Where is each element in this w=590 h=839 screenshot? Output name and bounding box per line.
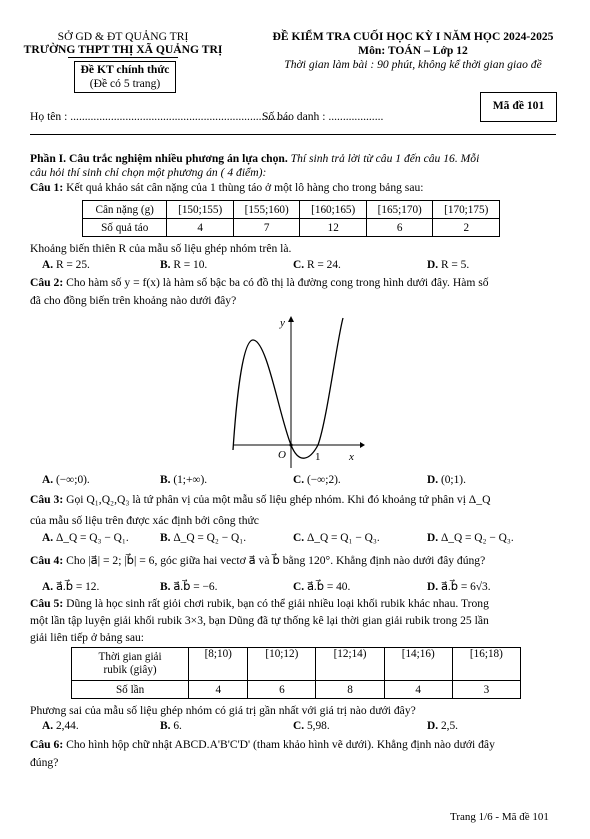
option-label: A. — [42, 259, 54, 271]
option-text: 2,5. — [440, 720, 459, 732]
q3-option-d — [427, 532, 514, 544]
option-text: 6. — [173, 720, 182, 732]
pages-label: (Đề có 5 trang) — [89, 77, 161, 90]
q5-stem-2: một lần tập luyện giải khối rubik 3×3, bạn Dũng đã tự thống kê lại thời gian giải rubik trong 25 lần — [30, 614, 489, 627]
q2-stem-2: đã cho đồng biến trên khoảng nào dưới đây? — [30, 294, 237, 307]
x-axis-arrow — [360, 442, 365, 448]
table-cell: 3 — [452, 681, 520, 699]
q4-stem — [30, 554, 485, 567]
school-underline — [68, 57, 178, 58]
q3-stem — [30, 493, 490, 506]
table-cell: [150;155) — [167, 201, 234, 219]
table-cell: 6 — [366, 219, 433, 237]
exam-title: ĐỀ KIỂM TRA CUỐI HỌC KỲ I NĂM HỌC 2024-2025 — [272, 30, 554, 43]
option-label: A. — [42, 474, 54, 486]
table-cell: [155;160) — [233, 201, 300, 219]
q1-option-d — [427, 259, 469, 271]
table-cell: 4 — [167, 219, 234, 237]
q1-text: Kết quả khảo sát cân nặng của 1 thùng táo ở một lô hàng cho trong bảng sau: — [63, 181, 424, 194]
q5-option-a — [42, 720, 79, 732]
origin-point — [289, 443, 292, 446]
option-text: R = 24. — [306, 259, 341, 271]
table-head-line: rubik (giây) — [103, 664, 157, 676]
cubic-curve — [233, 318, 343, 458]
table-cell: Số lần — [72, 681, 189, 699]
table-cell: 12 — [300, 219, 367, 237]
q2-stem — [30, 276, 489, 289]
table-cell: 4 — [384, 681, 452, 699]
part1-heading — [30, 152, 479, 165]
q6-label: Câu 6: — [30, 738, 64, 751]
q5-stem-3: giải liên tiếp ở bảng sau: — [30, 631, 144, 644]
q2-option-a — [42, 474, 90, 486]
q6-stem-2: đúng? — [30, 756, 59, 769]
option-text: a⃗.b⃗ = −6. — [173, 581, 218, 593]
option-text: Δ_Q = Q₂ − Q₁. — [173, 532, 247, 544]
q4-option-d — [427, 579, 491, 593]
y-axis-label: y — [280, 317, 285, 329]
table-cell: 7 — [233, 219, 300, 237]
q4-label: Câu 4: — [30, 554, 64, 567]
option-text: a⃗.b⃗ = 40. — [306, 581, 351, 593]
option-label: A. — [42, 532, 54, 544]
table-row — [83, 219, 500, 237]
q6-text: Cho hình hộp chữ nhật ABCD.A'B'C'D' (tham khảo hình vẽ dưới). Khẳng định nào dưới đây — [63, 738, 495, 751]
table-cell: Số quả táo — [83, 219, 167, 237]
exam-code: Mã đề 101 — [492, 99, 545, 112]
option-label: A. — [42, 581, 54, 593]
q3-label: Câu 3: — [30, 493, 64, 506]
q5-question: Phương sai của mẫu số liệu ghép nhóm có giá trị gần nhất với giá trị nào dưới đây? — [30, 704, 416, 717]
q3-text: Gọi Q₁,Q₂,Q₃ là tứ phân vị của một mẫu số liệu ghép nhóm. Khi đó khoảng tứ phân vị Δ_Q — [63, 493, 491, 506]
q5-label: Câu 5: — [30, 597, 64, 610]
table-row — [72, 648, 521, 681]
q4-option-b — [160, 579, 217, 593]
header-divider — [30, 134, 556, 135]
option-label: D. — [427, 259, 439, 271]
q5-text: Dũng là học sinh rất giỏi chơi rubik, bạn có thể giải nhiều loại khối rubik khác nhau. Trong — [63, 597, 489, 610]
q1-stem — [30, 181, 423, 194]
table-row — [72, 681, 521, 699]
table-row — [83, 201, 500, 219]
option-text: a⃗.b⃗ = 12. — [55, 581, 100, 593]
table-cell: [160;165) — [300, 201, 367, 219]
x-axis-label: x — [349, 451, 354, 463]
option-label: D. — [427, 532, 439, 544]
q4-option-c — [293, 579, 350, 593]
option-label: A. — [42, 720, 54, 732]
table-head-line: Thời gian giải — [98, 650, 162, 663]
school-name: TRƯỜNG THPT THỊ XÃ QUẢNG TRỊ — [23, 43, 223, 56]
q5-table — [71, 647, 521, 699]
table-cell: Cân nặng (g) — [83, 201, 167, 219]
page-footer: Trang 1/6 - Mã đề 101 — [450, 811, 549, 823]
q1-question: Khoảng biến thiên R của mẫu số liệu ghép nhóm trên là. — [30, 242, 292, 255]
option-label: C. — [293, 532, 305, 544]
q1-table — [82, 200, 500, 237]
q1-option-c — [293, 259, 341, 271]
option-label: C. — [293, 720, 305, 732]
table-cell: [14;16) — [384, 648, 452, 681]
table-cell: [16;18) — [452, 648, 520, 681]
q3-option-b — [160, 532, 246, 544]
option-label: B. — [160, 259, 171, 271]
table-cell: 4 — [189, 681, 248, 699]
option-label: D. — [427, 581, 439, 593]
q2-option-b — [160, 474, 207, 486]
option-text: (1;+∞). — [173, 474, 208, 486]
table-cell: [12;14) — [316, 648, 384, 681]
part1-instruction: Thí sinh trả lời từ câu 1 đến câu 16. Mỗi — [287, 152, 480, 165]
q2-label: Câu 2: — [30, 276, 64, 289]
table-cell: 8 — [316, 681, 384, 699]
table-cell: [8;10) — [189, 648, 248, 681]
option-label: B. — [160, 581, 171, 593]
q2-text: Cho hàm số y = f(x) là hàm số bậc ba có đồ thị là đường cong trong hình dưới đây. Hàm số — [63, 276, 489, 289]
q1-label: Câu 1: — [30, 181, 64, 194]
part1-title: Phần I. Câu trắc nghiệm nhiều phương án lựa chọn. — [30, 152, 288, 165]
option-text: R = 25. — [55, 259, 90, 271]
option-text: 5,98. — [306, 720, 330, 732]
q4-text: Cho |a⃗| = 2; |b⃗| = 6, góc giữa hai vectơ a⃗ và b⃗ bằng 120°. Khẳng định nào dưới đây đúng? — [63, 554, 486, 567]
table-cell: 2 — [433, 219, 500, 237]
option-text: Δ_Q = Q₁ − Q₃. — [306, 532, 380, 544]
table-cell: [10;12) — [248, 648, 316, 681]
option-label: C. — [293, 259, 305, 271]
option-text: (0;1). — [440, 474, 466, 486]
q3-option-a — [42, 532, 129, 544]
option-text: (−∞;0). — [55, 474, 90, 486]
dept-name: SỞ GD & ĐT QUẢNG TRỊ — [57, 30, 189, 43]
q5-option-c — [293, 720, 330, 732]
q4-option-a — [42, 579, 99, 593]
table-cell — [72, 648, 189, 681]
option-label: B. — [160, 720, 171, 732]
option-text: R = 10. — [173, 259, 208, 271]
option-label: B. — [160, 532, 171, 544]
q5-stem — [30, 597, 489, 610]
option-label: D. — [427, 720, 439, 732]
table-cell: [165;170) — [366, 201, 433, 219]
q6-stem — [30, 738, 495, 751]
q1-option-b — [160, 259, 207, 271]
option-text: Δ_Q = Q₃ − Q₁. — [55, 532, 129, 544]
q2-graph — [215, 310, 365, 470]
y-axis-arrow — [288, 316, 294, 322]
origin-label: O — [278, 449, 286, 461]
exam-subject: Môn: TOÁN – Lớp 12 — [358, 44, 468, 57]
option-text: (−∞;2). — [306, 474, 341, 486]
table-cell: [170;175) — [433, 201, 500, 219]
option-text: Δ_Q = Q₂ − Q₃. — [440, 532, 514, 544]
official-label: Đề KT chính thức — [80, 63, 170, 76]
q3-option-c — [293, 532, 380, 544]
name-field: Họ tên : ............................................................................ — [30, 110, 291, 123]
table-cell: 6 — [248, 681, 316, 699]
q3-stem-2: của mẫu số liệu trên được xác định bởi công thức — [30, 514, 259, 527]
q2-option-d — [427, 474, 466, 486]
option-text: a⃗.b⃗ = 6√3. — [440, 581, 491, 593]
q2-option-c — [293, 474, 341, 486]
option-label: D. — [427, 474, 439, 486]
option-label: C. — [293, 581, 305, 593]
exam-time: Thời gian làm bài : 90 phút, không kể thời gian giao đề — [284, 58, 542, 71]
option-label: C. — [293, 474, 305, 486]
sbd-field: Số báo danh : ................... — [262, 110, 384, 123]
part1-instruction-2: câu hỏi thí sinh chỉ chọn một phương án ( 4 điểm): — [30, 166, 267, 179]
tick-1-label: 1 — [315, 451, 321, 463]
q5-option-d — [427, 720, 458, 732]
q1-option-a — [42, 259, 90, 271]
option-text: 2,44. — [55, 720, 79, 732]
option-text: R = 5. — [440, 259, 470, 271]
option-label: B. — [160, 474, 171, 486]
q5-option-b — [160, 720, 182, 732]
